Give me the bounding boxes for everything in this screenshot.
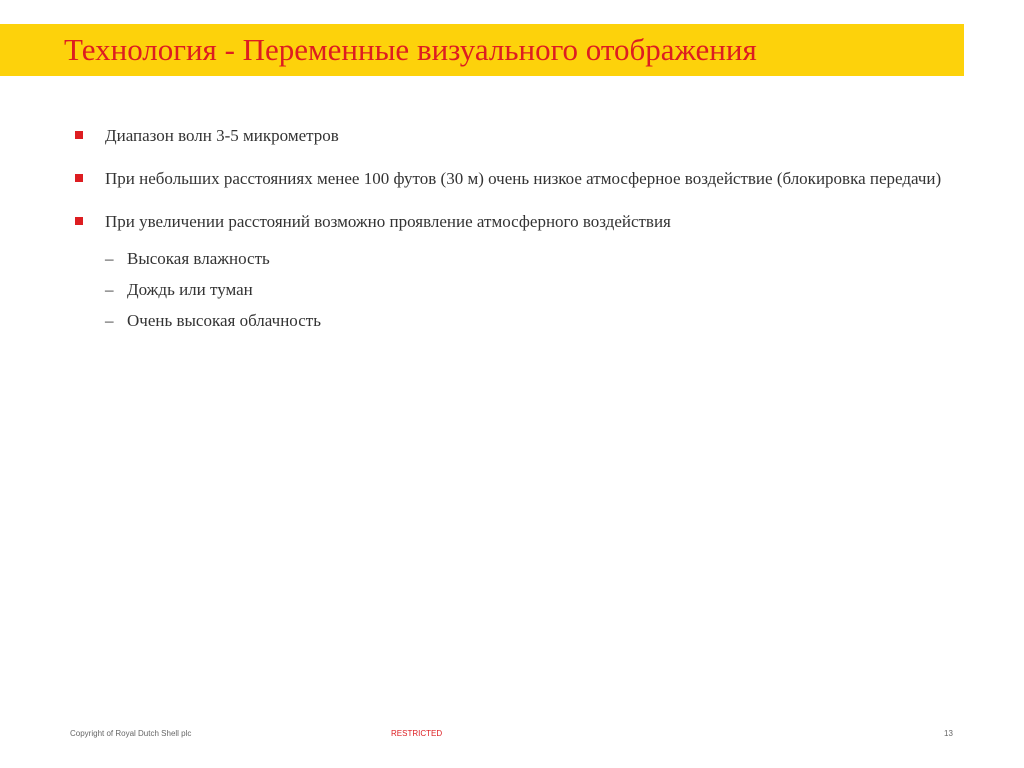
- bullet-item: [74, 122, 954, 150]
- dash-marker: –: [105, 249, 114, 268]
- sub-bullet-list: [105, 243, 954, 336]
- bullet-text: При увеличении расстояний возможно проявление атмосферного воздействия: [105, 212, 671, 231]
- sub-bullet-item: [105, 305, 954, 336]
- sub-bullet-item: [105, 243, 954, 274]
- dash-marker: –: [105, 311, 114, 330]
- sub-bullet-text: Высокая влажность: [127, 249, 270, 268]
- bullet-text: Диапазон волн 3-5 микрометров: [105, 126, 339, 145]
- bullet-item: [74, 208, 954, 336]
- title-bar: [0, 24, 964, 76]
- square-bullet-icon: [75, 217, 83, 225]
- sub-bullet-text: Очень высокая облачность: [127, 311, 321, 330]
- square-bullet-icon: [75, 131, 83, 139]
- slide-content: [74, 122, 954, 336]
- footer-copyright: Copyright of Royal Dutch Shell plc: [70, 729, 192, 738]
- dash-marker: –: [105, 280, 114, 299]
- sub-bullet-item: [105, 274, 954, 305]
- square-bullet-icon: [75, 174, 83, 182]
- footer-classification: RESTRICTED: [391, 729, 443, 738]
- bullet-text: При небольших расстояниях менее 100 футов (30 м) очень низкое атмосферное воздействие (блокировка передачи): [105, 169, 942, 188]
- bullet-item: [74, 165, 954, 193]
- slide-title: Технология - Переменные визуального отображения: [64, 32, 757, 67]
- sub-bullet-text: Дождь или туман: [127, 280, 253, 299]
- page-number: 13: [944, 729, 953, 738]
